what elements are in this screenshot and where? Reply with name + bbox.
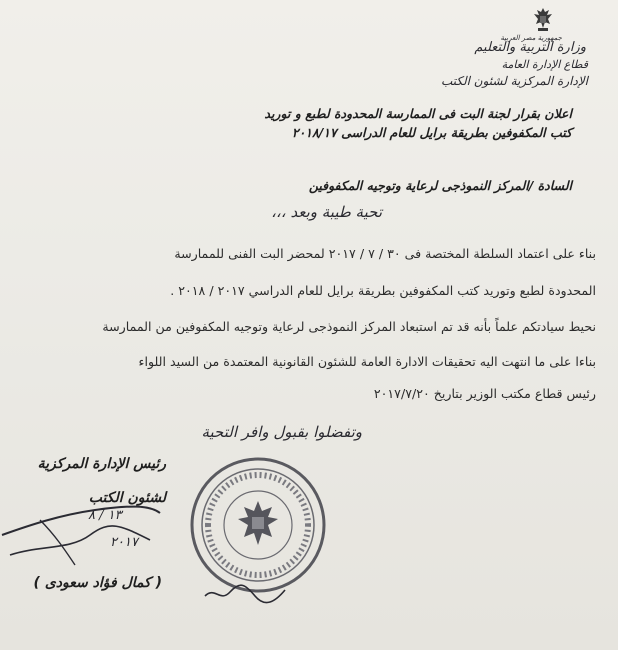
signatory-name: ( كمال فؤاد سعودى ): [33, 575, 162, 591]
addressee: السادة /المركز النموذجى لرعاية وتوجيه المكفوفين: [308, 178, 572, 193]
announcement-title-line2: كتب المكفوفين بطريقة برايل للعام الدراسى ٢٠١٨/١٧: [291, 125, 572, 140]
letterhead-country: جمهورية مصر العربية: [500, 34, 562, 42]
letterhead-department: الإدارة المركزية لشئون الكتب: [440, 74, 588, 88]
stamp-handwriting: [200, 578, 290, 608]
body-line-5: رئيس قطاع مكتب الوزير بتاريخ ٢٠١٧/٧/٢٠: [373, 386, 596, 401]
letterhead-ministry: وزارة التربية والتعليم: [474, 40, 586, 55]
body-line-1: بناء على اعتماد السلطة المختصة فى ٣٠ / ٧ / ٢٠١٧ لمحضر البت الفنى للممارسة: [174, 246, 596, 261]
body-line-3: نحيط سيادتكم علماً بأنه قد تم استبعاد المركز النموذجى لرعاية وتوجيه المكفوفين من الممارسة: [102, 319, 596, 334]
handwritten-note-2: ٢٠١٧: [110, 535, 138, 550]
handwritten-note-1: ١٣ / ٨: [88, 508, 122, 523]
signatory-title-line2: لشئون الكتب: [88, 490, 166, 506]
body-line-2: المحدودة لطبع وتوريد كتب المكفوفين بطريقة برايل للعام الدراسي ٢٠١٧ / ٢٠١٨ .: [170, 283, 596, 298]
signatory-title-line1: رئيس الإدارة المركزية: [37, 456, 166, 472]
announcement-title-line1: اعلان بقرار لجنة البت فى الممارسة المحدودة لطبع و توريد: [264, 106, 572, 121]
eagle-emblem-icon: [530, 6, 556, 34]
handwritten-signature: [0, 495, 180, 570]
closing: وتفضلوا بقبول وافر التحية: [201, 423, 362, 441]
greeting: تحية طيبة وبعد ،،،: [271, 203, 382, 221]
letterhead-sector: قطاع الإدارة العامة: [501, 58, 588, 71]
official-stamp-icon: [186, 453, 330, 597]
body-line-4: بناءا على ما انتهت اليه تحقيقات الادارة العامة للشئون القانونية المعتمدة من السيد اللواء: [138, 354, 596, 369]
